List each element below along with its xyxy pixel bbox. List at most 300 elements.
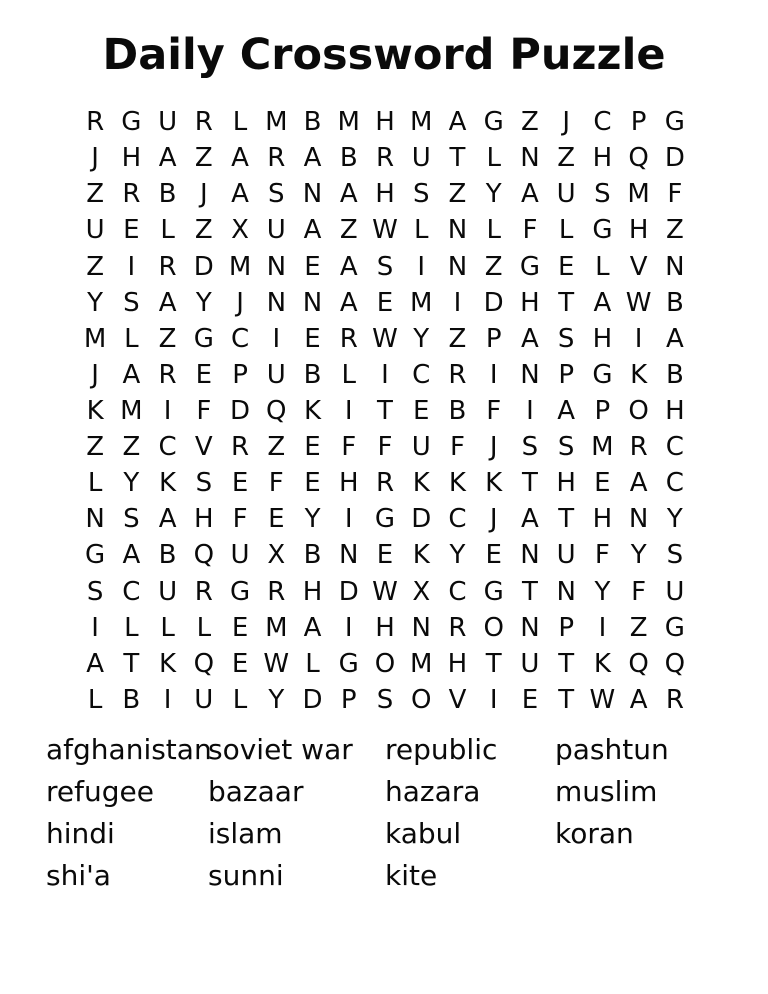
grid-letter: K — [593, 648, 611, 679]
grid-letter: N — [556, 576, 576, 607]
grid-letter: T — [558, 684, 575, 715]
grid-letter: M — [83, 323, 107, 354]
grid-letter: Q — [193, 648, 215, 679]
grid-letter: P — [558, 359, 574, 390]
grid-letter: A — [122, 540, 141, 571]
grid-letter: Z — [86, 179, 105, 210]
grid-letter: W — [625, 287, 652, 318]
grid-letter: U — [556, 179, 576, 210]
grid-letter: Q — [193, 540, 215, 571]
grid-letter: U — [411, 143, 431, 174]
grid-letter: O — [483, 612, 504, 643]
grid-letter: M — [120, 395, 143, 426]
grid-letter: E — [594, 468, 611, 499]
word-bank-word: refugee — [46, 775, 154, 808]
grid-letter: E — [231, 648, 249, 679]
grid-letter: E — [413, 395, 430, 426]
grid-letter: Z — [339, 215, 358, 246]
word-bank-word: kabul — [385, 817, 462, 850]
grid-letter: J — [489, 432, 498, 463]
grid-letter: D — [664, 143, 685, 174]
word-bank-word: shi'a — [46, 859, 111, 892]
word-bank-word: sunni — [208, 859, 284, 892]
grid-letter: R — [86, 107, 105, 138]
word-bank-word: hazara — [385, 775, 481, 808]
grid-letter: P — [594, 395, 611, 426]
grid-letter: Y — [594, 576, 611, 607]
grid-letter: S — [123, 287, 140, 318]
grid-letter: Z — [122, 432, 141, 463]
grid-letter: P — [485, 323, 502, 354]
grid-letter: U — [158, 107, 178, 138]
grid-letter: L — [196, 612, 212, 643]
grid-letter: H — [121, 143, 142, 174]
grid-letter: A — [122, 359, 141, 390]
grid-letter: A — [448, 107, 467, 138]
grid-letter: G — [85, 540, 106, 571]
grid-letter: G — [483, 107, 504, 138]
grid-letter: X — [231, 215, 249, 246]
grid-letter: S — [86, 576, 104, 607]
grid-letter: A — [629, 684, 648, 715]
grid-letter: Z — [267, 432, 286, 463]
grid-letter: G — [121, 107, 142, 138]
word-bank-column — [555, 729, 746, 855]
grid-letter: H — [375, 179, 395, 210]
grid-letter: I — [526, 395, 534, 426]
grid-letter: B — [665, 359, 684, 390]
grid-letter: K — [86, 395, 104, 426]
word-bank-word: hindi — [46, 817, 115, 850]
grid-letter: A — [86, 648, 105, 679]
grid-letter: N — [302, 287, 323, 318]
grid-letter: C — [448, 576, 467, 607]
grid-letter: M — [410, 107, 433, 138]
grid-letter: P — [232, 359, 248, 390]
grid-letter: M — [410, 287, 433, 318]
grid-letter: E — [231, 612, 249, 643]
grid-letter: A — [303, 143, 322, 174]
grid-letter: I — [127, 251, 136, 282]
grid-letter: Q — [266, 395, 287, 426]
grid-letter: R — [194, 576, 213, 607]
grid-letter: Z — [448, 323, 467, 354]
grid-letter: R — [158, 251, 177, 282]
word-bank-word: pashtun — [555, 733, 669, 766]
grid-letter: A — [521, 179, 539, 210]
grid-letter: K — [303, 395, 322, 426]
grid-letter: N — [520, 143, 540, 174]
grid-letter: S — [195, 468, 213, 499]
grid-letter: H — [665, 395, 685, 426]
grid-letter: A — [339, 251, 358, 282]
grid-letter: U — [230, 540, 250, 571]
grid-letter: S — [666, 540, 684, 571]
grid-letter: X — [267, 540, 286, 571]
grid-letter: S — [557, 323, 575, 354]
grid-letter: I — [417, 251, 426, 282]
grid-letter: A — [521, 323, 539, 354]
grid-letter: K — [630, 359, 648, 390]
grid-letter: Y — [268, 684, 285, 715]
grid-letter: K — [159, 648, 177, 679]
grid-letter: B — [303, 107, 322, 138]
grid-letter: U — [194, 684, 214, 715]
grid-letter: E — [376, 540, 394, 571]
grid-letter: Y — [630, 540, 647, 571]
grid-letter: W — [589, 684, 616, 715]
grid-letter: T — [558, 287, 575, 318]
grid-letter: D — [230, 395, 251, 426]
grid-letter: N — [665, 251, 685, 282]
grid-letter: F — [667, 179, 683, 210]
grid-letter: A — [665, 323, 684, 354]
grid-letter: E — [231, 468, 249, 499]
grid-letter: L — [87, 468, 103, 499]
grid-letter: R — [448, 359, 467, 390]
grid-letter: Y — [666, 504, 683, 535]
grid-letter: L — [486, 215, 501, 246]
grid-letter: A — [303, 215, 322, 246]
grid-letter: U — [411, 432, 431, 463]
grid-letter: L — [124, 323, 139, 354]
grid-letter: G — [592, 359, 613, 390]
grid-letter: R — [629, 432, 648, 463]
grid-letter: M — [627, 179, 650, 210]
grid-letter: O — [628, 395, 649, 426]
grid-letter: K — [159, 468, 177, 499]
grid-letter: A — [158, 287, 177, 318]
grid-letter: K — [412, 468, 430, 499]
grid-letter: A — [339, 287, 358, 318]
grid-letter: L — [87, 684, 103, 715]
grid-letter: W — [372, 323, 398, 354]
grid-letter: H — [302, 576, 323, 607]
grid-letter: L — [124, 612, 139, 643]
grid-letter: J — [199, 179, 208, 210]
grid-letter: J — [236, 287, 244, 318]
grid-letter: F — [522, 215, 538, 246]
word-bank-word: koran — [555, 817, 634, 850]
grid-letter: U — [556, 540, 576, 571]
grid-letter: E — [485, 540, 502, 571]
grid-letter: H — [592, 143, 613, 174]
grid-letter: A — [629, 468, 648, 499]
grid-letter: G — [338, 648, 359, 679]
grid-letter: A — [231, 179, 249, 210]
grid-letter: J — [91, 143, 99, 174]
grid-letter: F — [377, 432, 393, 463]
grid-letter: L — [160, 215, 175, 246]
grid-letter: U — [266, 359, 286, 390]
word-bank-column — [208, 729, 385, 897]
grid-letter: N — [520, 612, 540, 643]
grid-letter: G — [664, 612, 685, 643]
grid-letter: M — [228, 251, 252, 282]
grid-letter: H — [592, 504, 613, 535]
grid-letter: S — [376, 251, 394, 282]
grid-letter: Z — [86, 251, 105, 282]
grid-letter: L — [413, 215, 429, 246]
grid-letter: M — [265, 107, 288, 138]
grid-letter: D — [193, 251, 214, 282]
grid-letter: I — [91, 612, 99, 643]
grid-letter: E — [304, 323, 321, 354]
grid-letter: R — [267, 143, 286, 174]
grid-letter: U — [158, 576, 178, 607]
grid-letter: E — [304, 432, 321, 463]
grid-letter: G — [519, 251, 540, 282]
grid-letter: I — [489, 684, 498, 715]
grid-letter: H — [338, 468, 359, 499]
grid-letter: Y — [485, 179, 502, 210]
grid-letter: H — [375, 612, 395, 643]
grid-letter: X — [412, 576, 431, 607]
grid-letter: R — [448, 612, 467, 643]
grid-letter: E — [376, 287, 394, 318]
grid-letter: C — [448, 504, 467, 535]
grid-letter: Y — [449, 540, 466, 571]
grid-letter: M — [337, 107, 360, 138]
grid-letter: D — [483, 287, 504, 318]
grid-letter: C — [665, 468, 684, 499]
grid-letter: S — [521, 432, 539, 463]
grid-letter: Q — [628, 143, 649, 174]
grid-letter: I — [344, 504, 353, 535]
grid-letter: Y — [87, 287, 104, 318]
word-bank-word: kite — [385, 859, 438, 892]
grid-letter: R — [158, 359, 177, 390]
grid-letter: I — [489, 359, 498, 390]
grid-letter: L — [341, 359, 356, 390]
word-bank — [46, 729, 746, 897]
grid-letter: Y — [195, 287, 212, 318]
grid-letter: F — [196, 395, 212, 426]
grid-letter: E — [521, 684, 539, 715]
grid-letter: N — [447, 215, 468, 246]
grid-letter: R — [122, 179, 141, 210]
grid-letter: I — [598, 612, 607, 643]
grid-letter: B — [122, 684, 141, 715]
grid-letter: A — [158, 143, 177, 174]
grid-letter: E — [268, 504, 285, 535]
grid-letter: S — [268, 179, 285, 210]
grid-letter: T — [485, 648, 502, 679]
grid-letter: U — [85, 215, 105, 246]
grid-letter: L — [595, 251, 610, 282]
grid-letter: N — [520, 359, 540, 390]
grid-letter: H — [556, 468, 576, 499]
grid-letter: R — [194, 107, 213, 138]
grid-letter: N — [411, 612, 431, 643]
grid-letter: B — [448, 395, 467, 426]
grid-letter: B — [158, 179, 177, 210]
grid-letter: Z — [521, 107, 539, 138]
grid-letter: A — [303, 612, 322, 643]
grid-letter: S — [123, 504, 140, 535]
grid-letter: H — [520, 287, 540, 318]
grid-letter: Q — [664, 648, 686, 679]
grid-letter: Z — [665, 215, 684, 246]
grid-letter: V — [448, 684, 467, 715]
grid-letter: Y — [123, 468, 140, 499]
grid-letter: R — [375, 143, 395, 174]
grid-letter: A — [339, 179, 358, 210]
grid-letter: I — [634, 323, 643, 354]
grid-letter: T — [558, 504, 575, 535]
grid-letter: G — [664, 107, 685, 138]
page-title: Daily Crossword Puzzle — [102, 30, 666, 80]
grid-letter: C — [158, 432, 177, 463]
grid-letter: N — [302, 179, 323, 210]
grid-letter: J — [562, 107, 570, 138]
grid-letter: U — [665, 576, 685, 607]
grid-letter: L — [486, 143, 501, 174]
grid-letter: F — [232, 504, 248, 535]
grid-letter: G — [229, 576, 251, 607]
grid-letter: M — [591, 432, 614, 463]
grid-letter: F — [594, 540, 610, 571]
grid-letter: K — [485, 468, 503, 499]
grid-letter: A — [557, 395, 576, 426]
grid-letter: T — [521, 576, 538, 607]
grid-letter: F — [449, 432, 465, 463]
grid-letter: H — [375, 107, 395, 138]
grid-letter: C — [122, 576, 141, 607]
grid-letter: G — [592, 215, 613, 246]
grid-letter: L — [305, 648, 320, 679]
grid-letter: L — [160, 612, 175, 643]
grid-letter: V — [629, 251, 648, 282]
word-bank-column — [46, 729, 212, 897]
grid-letter: P — [558, 612, 574, 643]
grid-letter: P — [630, 107, 647, 138]
grid-letter: A — [593, 287, 612, 318]
grid-letter: B — [303, 359, 322, 390]
grid-letter: W — [372, 576, 398, 607]
word-bank-word: afghanistan — [46, 733, 212, 766]
grid-letter: B — [665, 287, 684, 318]
word-bank-word: bazaar — [208, 775, 304, 808]
grid-letter: N — [628, 504, 649, 535]
grid-letter: T — [449, 143, 466, 174]
grid-letter: Z — [484, 251, 503, 282]
grid-letter: T — [558, 648, 575, 679]
grid-letter: C — [412, 359, 431, 390]
grid-letter: W — [263, 648, 290, 679]
grid-letter: Z — [158, 323, 177, 354]
grid-letter: A — [158, 504, 177, 535]
grid-letter: N — [85, 504, 105, 535]
grid-letter: O — [374, 648, 396, 679]
grid-letter: N — [266, 287, 287, 318]
grid-letter: A — [231, 143, 249, 174]
grid-letter: V — [194, 432, 213, 463]
grid-letter: I — [381, 359, 389, 390]
grid-letter: H — [447, 648, 468, 679]
word-bank-word: soviet war — [208, 733, 353, 766]
grid-letter: F — [486, 395, 502, 426]
grid-letter: Y — [413, 323, 430, 354]
grid-letter: O — [410, 684, 432, 715]
grid-letter: C — [230, 323, 250, 354]
grid-letter: N — [520, 540, 540, 571]
grid-letter: J — [489, 504, 498, 535]
grid-letter: S — [594, 179, 611, 210]
grid-letter: P — [340, 684, 357, 715]
grid-letter: D — [302, 684, 323, 715]
grid-letter: M — [265, 612, 288, 643]
grid-letter: T — [377, 395, 393, 426]
grid-letter: Z — [194, 143, 213, 174]
grid-letter: Z — [448, 179, 467, 210]
word-bank-column — [385, 729, 555, 897]
grid-letter: Z — [629, 612, 648, 643]
grid-letter: Y — [304, 504, 321, 535]
grid-letter: Q — [628, 648, 649, 679]
grid-letter: U — [266, 215, 286, 246]
grid-letter: K — [412, 540, 430, 571]
word-bank-word: republic — [385, 733, 498, 766]
grid-letter: I — [344, 395, 353, 426]
grid-letter: K — [448, 468, 466, 499]
grid-letter: S — [412, 179, 430, 210]
grid-letter: A — [521, 504, 539, 535]
grid-letter: I — [344, 612, 353, 643]
grid-letter: N — [339, 540, 359, 571]
grid-letter: B — [303, 540, 322, 571]
grid-letter: R — [231, 432, 250, 463]
grid-letter: G — [374, 504, 396, 535]
grid-letter: H — [592, 323, 613, 354]
grid-letter: T — [521, 468, 538, 499]
grid-letter: U — [520, 648, 540, 679]
grid-letter: F — [268, 468, 284, 499]
grid-letter: F — [341, 432, 357, 463]
grid-letter: I — [453, 287, 462, 318]
grid-letter: I — [163, 684, 172, 715]
grid-letter: G — [193, 323, 214, 354]
grid-letter: J — [91, 359, 99, 390]
grid-letter: E — [195, 359, 213, 390]
grid-letter: B — [158, 540, 177, 571]
grid-letter: Z — [86, 432, 105, 463]
grid-letter: Z — [194, 215, 213, 246]
grid-letter: T — [123, 648, 140, 679]
grid-letter: G — [483, 576, 504, 607]
grid-letter: R — [339, 323, 358, 354]
grid-letter: E — [304, 251, 321, 282]
grid-letter: Z — [557, 143, 576, 174]
grid-letter: D — [338, 576, 359, 607]
grid-letter: R — [665, 684, 684, 715]
grid-letter: N — [447, 251, 468, 282]
grid-letter: E — [304, 468, 321, 499]
word-bank-word: muslim — [555, 775, 658, 808]
grid-letter: C — [665, 432, 684, 463]
grid-letter: L — [232, 684, 248, 715]
grid-letter: H — [628, 215, 649, 246]
word-bank-word: islam — [208, 817, 283, 850]
grid-letter: I — [163, 395, 172, 426]
grid-letter: M — [410, 648, 433, 679]
grid-letter: R — [375, 468, 395, 499]
word-search-grid — [77, 104, 693, 718]
grid-letter: E — [123, 215, 140, 246]
grid-letter: C — [593, 107, 612, 138]
grid-letter: S — [376, 684, 394, 715]
grid-letter: B — [339, 143, 358, 174]
